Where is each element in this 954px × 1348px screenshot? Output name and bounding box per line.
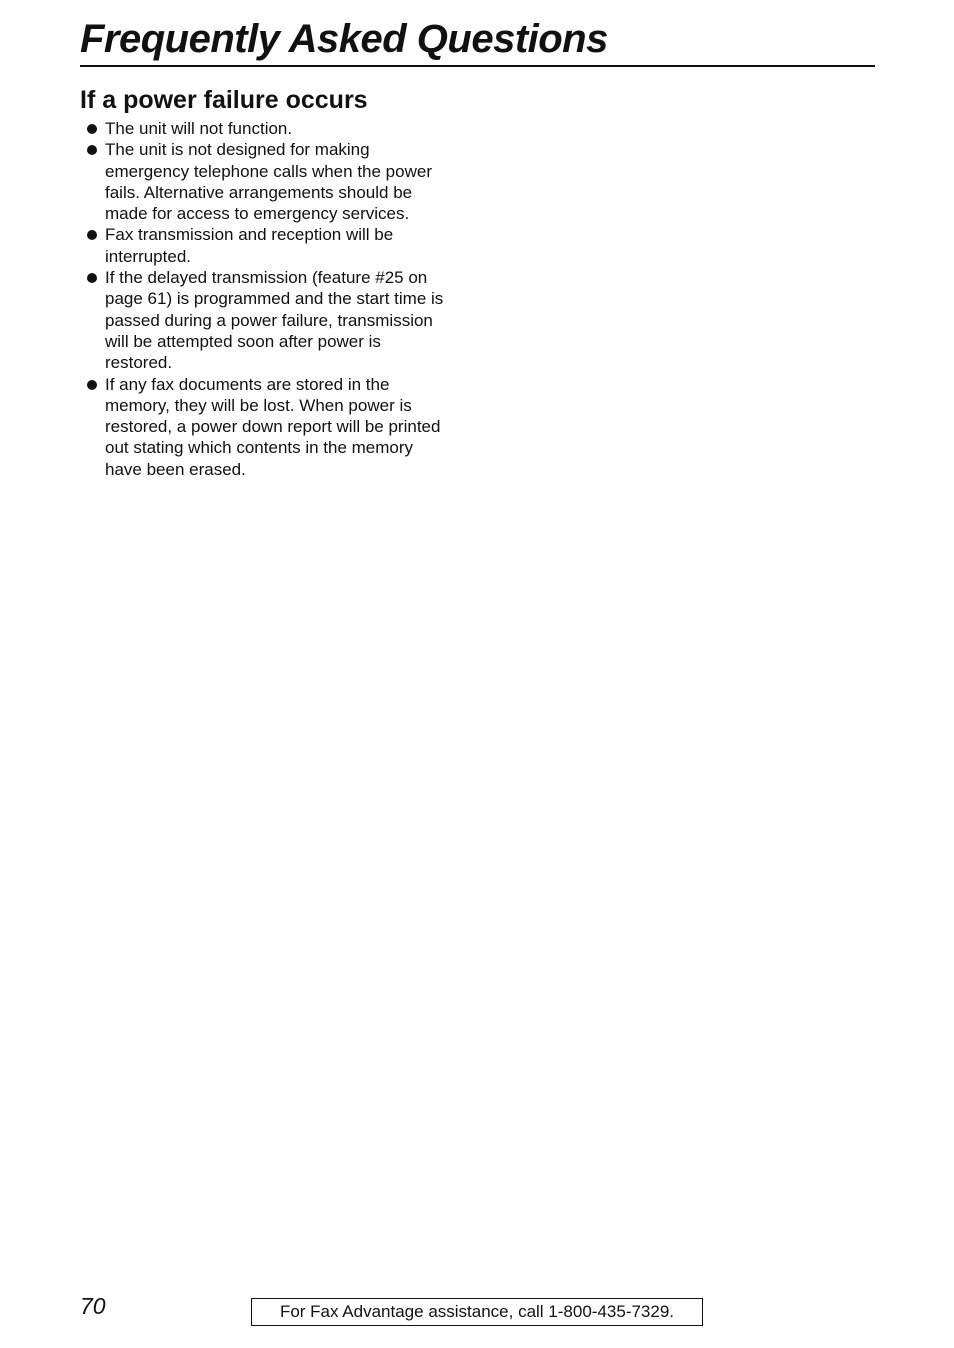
list-item bbox=[80, 267, 460, 373]
page-title: Frequently Asked Questions bbox=[80, 17, 608, 61]
bullet-icon bbox=[87, 145, 97, 155]
bullet-icon bbox=[87, 380, 97, 390]
list-item bbox=[80, 374, 460, 480]
bullet-icon bbox=[87, 230, 97, 240]
power-failure-list bbox=[80, 118, 460, 480]
list-item-text: If any fax documents are stored in the memory, they will be lost. When power is restored, a power down report will be printed out stating which contents in the memory have been erased. bbox=[105, 374, 441, 479]
bullet-icon bbox=[87, 273, 97, 283]
list-item bbox=[80, 118, 460, 139]
bullet-icon bbox=[87, 124, 97, 134]
list-item bbox=[80, 224, 460, 267]
title-divider bbox=[80, 65, 875, 67]
list-item-text: If the delayed transmission (feature #25 on page 61) is programmed and the start time is passed during a power failure, transmission will be attempted soon after power is restored. bbox=[105, 268, 444, 373]
page-number: 70 bbox=[80, 1293, 106, 1319]
list-item-text: The unit is not designed for making emergency telephone calls when the power fails. Alternative arrangements should be made for access to emergency services. bbox=[105, 140, 432, 224]
list-item-text: Fax transmission and reception will be interrupted. bbox=[105, 225, 394, 266]
list-item bbox=[80, 139, 460, 224]
section-heading: If a power failure occurs bbox=[80, 86, 368, 114]
fax-assistance-box: For Fax Advantage assistance, call 1-800-435-7329. bbox=[251, 1298, 703, 1326]
list-item-text: The unit will not function. bbox=[105, 119, 293, 138]
